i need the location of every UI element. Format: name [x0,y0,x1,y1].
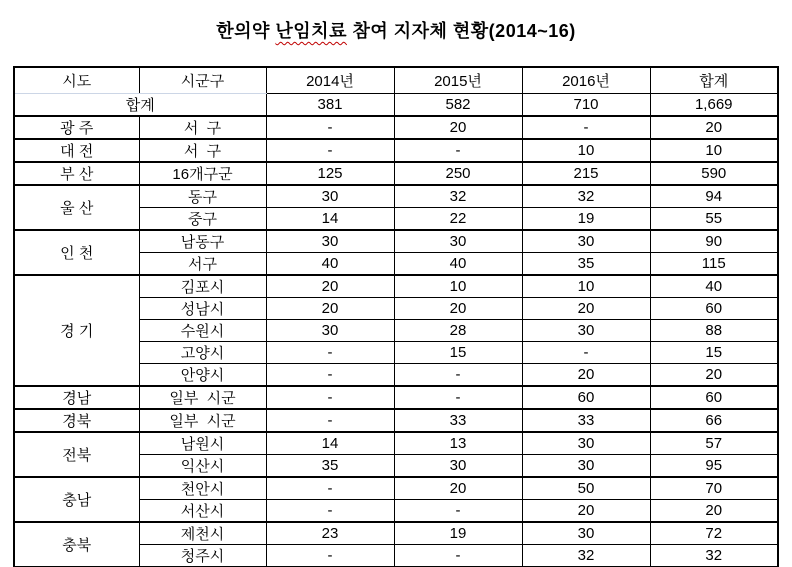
value-cell: 30 [522,319,650,341]
value-cell: 20 [522,297,650,319]
value-cell: 30 [266,230,394,253]
title-text-misspelled: 난임치료 [275,21,347,41]
page-title [0,18,792,44]
document-page [0,18,792,567]
value-cell: 13 [394,432,522,455]
value-cell: 20 [650,363,778,386]
value-cell: 60 [650,386,778,409]
value-cell: 125 [266,162,394,185]
value-cell: 10 [522,139,650,162]
value-cell: 19 [522,207,650,230]
value-cell: 95 [650,454,778,477]
province-cell: 인 천 [14,230,139,275]
value-cell: 32 [522,185,650,208]
province-cell: 대 전 [14,139,139,162]
value-cell: 32 [394,185,522,208]
value-cell: 55 [650,207,778,230]
value-cell: 19 [394,522,522,545]
district-cell: 서산시 [139,499,266,522]
table-body [14,93,778,567]
table-row [14,162,778,185]
value-cell: - [394,139,522,162]
table-row [14,275,778,298]
value-cell: 23 [266,522,394,545]
province-cell: 충남 [14,477,139,522]
district-cell: 제천시 [139,522,266,545]
value-cell: 14 [266,207,394,230]
table-header [14,67,778,93]
column-header-2014: 2014년 [266,67,394,93]
value-cell: 215 [522,162,650,185]
table-row [14,386,778,409]
value-cell: 66 [650,409,778,432]
value-cell: 32 [522,544,650,567]
value-cell: - [266,386,394,409]
district-cell: 서구 [139,252,266,275]
value-cell: 20 [394,116,522,139]
table-row [14,139,778,162]
table-row [14,432,778,455]
value-cell: 30 [522,432,650,455]
value-cell: 33 [394,409,522,432]
total-value-cell: 1,669 [650,93,778,116]
title-text-pre: 한의약 [216,21,276,41]
value-cell: 60 [650,297,778,319]
column-header-2015: 2015년 [394,67,522,93]
province-cell: 경 기 [14,275,139,386]
province-cell: 광 주 [14,116,139,139]
value-cell: - [266,341,394,363]
value-cell: 40 [650,275,778,298]
total-row-label: 합계 [14,93,266,116]
value-cell: 115 [650,252,778,275]
value-cell: 250 [394,162,522,185]
value-cell: - [522,116,650,139]
district-cell: 익산시 [139,454,266,477]
value-cell: 50 [522,477,650,500]
value-cell: 30 [522,522,650,545]
value-cell: 20 [650,499,778,522]
district-cell: 안양시 [139,363,266,386]
table-row [14,477,778,500]
value-cell: 590 [650,162,778,185]
province-cell: 부 산 [14,162,139,185]
value-cell: 30 [522,230,650,253]
value-cell: 35 [266,454,394,477]
value-cell: 94 [650,185,778,208]
value-cell: - [394,363,522,386]
column-header-sigungu: 시군구 [139,67,266,93]
value-cell: 33 [522,409,650,432]
value-cell: 15 [650,341,778,363]
district-cell: 남원시 [139,432,266,455]
value-cell: - [266,544,394,567]
district-cell: 청주시 [139,544,266,567]
value-cell: - [266,477,394,500]
value-cell: 22 [394,207,522,230]
column-header-total: 합계 [650,67,778,93]
value-cell: - [394,544,522,567]
district-cell: 중구 [139,207,266,230]
value-cell: 72 [650,522,778,545]
value-cell: 15 [394,341,522,363]
value-cell: 20 [394,297,522,319]
value-cell: 35 [522,252,650,275]
province-cell: 충북 [14,522,139,567]
value-cell: 20 [266,275,394,298]
table-row [14,185,778,208]
district-cell: 서 구 [139,116,266,139]
value-cell: 57 [650,432,778,455]
value-cell: 14 [266,432,394,455]
district-cell: 천안시 [139,477,266,500]
table-row [14,409,778,432]
value-cell: 60 [522,386,650,409]
value-cell: 20 [522,363,650,386]
column-header-sido: 시도 [14,67,139,93]
value-cell: - [266,116,394,139]
value-cell: 30 [266,319,394,341]
province-cell: 울 산 [14,185,139,230]
province-cell: 경남 [14,386,139,409]
participation-status-table [13,66,779,567]
value-cell: 20 [266,297,394,319]
value-cell: - [266,139,394,162]
table-row [14,116,778,139]
title-text-post: 참여 지자체 현황(2014~16) [346,21,576,41]
district-cell: 고양시 [139,341,266,363]
district-cell: 성남시 [139,297,266,319]
district-cell: 일부 시군 [139,386,266,409]
total-value-cell: 582 [394,93,522,116]
total-value-cell: 381 [266,93,394,116]
value-cell: 20 [650,116,778,139]
value-cell: 28 [394,319,522,341]
value-cell: - [266,409,394,432]
district-cell: 수원시 [139,319,266,341]
value-cell: - [266,363,394,386]
value-cell: 20 [394,477,522,500]
district-cell: 남동구 [139,230,266,253]
value-cell: 30 [394,454,522,477]
value-cell: 40 [266,252,394,275]
header-row [14,67,778,93]
value-cell: 32 [650,544,778,567]
value-cell: - [266,499,394,522]
district-cell: 김포시 [139,275,266,298]
table-row [14,522,778,545]
value-cell: 10 [394,275,522,298]
value-cell: 90 [650,230,778,253]
column-header-2016: 2016년 [522,67,650,93]
district-cell: 16개구군 [139,162,266,185]
value-cell: 10 [522,275,650,298]
district-cell: 동구 [139,185,266,208]
value-cell: - [394,386,522,409]
district-cell: 서 구 [139,139,266,162]
value-cell: 88 [650,319,778,341]
value-cell: - [394,499,522,522]
total-value-cell: 710 [522,93,650,116]
value-cell: 70 [650,477,778,500]
value-cell: 30 [394,230,522,253]
district-cell: 일부 시군 [139,409,266,432]
value-cell: - [522,341,650,363]
table-row [14,230,778,253]
province-cell: 전북 [14,432,139,477]
total-row [14,93,778,116]
value-cell: 10 [650,139,778,162]
province-cell: 경북 [14,409,139,432]
value-cell: 30 [266,185,394,208]
value-cell: 40 [394,252,522,275]
value-cell: 20 [522,499,650,522]
value-cell: 30 [522,454,650,477]
